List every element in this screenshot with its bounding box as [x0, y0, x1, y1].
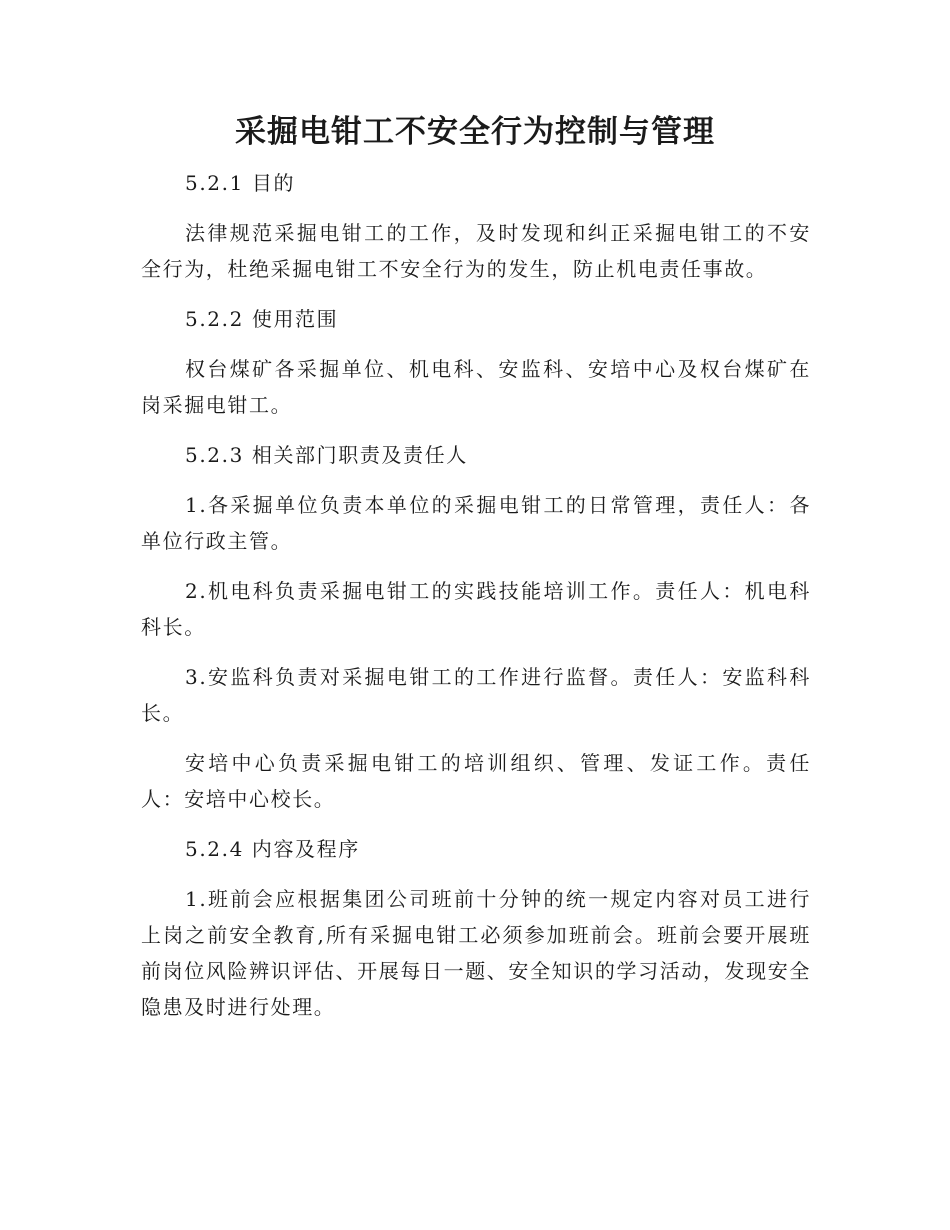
body-paragraph: 2.机电科负责采掘电钳工的实践技能培训工作。责任人：机电科科长。 — [141, 579, 811, 639]
body-paragraph: 1.各采掘单位负责本单位的采掘电钳工的日常管理，责任人：各单位行政主管。 — [141, 493, 811, 553]
section-heading: 5.2.2 使用范围 — [185, 307, 339, 331]
body-paragraph: 安培中心负责采掘电钳工的培训组织、管理、发证工作。责任人：安培中心校长。 — [141, 751, 811, 811]
section-heading: 5.2.3 相关部门职责及责任人 — [185, 443, 468, 467]
body-paragraph: 1.班前会应根据集团公司班前十分钟的统一规定内容对员工进行上岗之前安全教育,所有采掘电钳工必须参加班前会。班前会要开展班前岗位风险辨识评估、开展每日一题、安全知识的学习活动，发现安全隐患及时进行处理。 — [141, 887, 811, 1019]
document-body — [141, 165, 811, 1025]
body-paragraph: 3.安监科负责对采掘电钳工的工作进行监督。责任人：安监科科长。 — [141, 665, 811, 725]
section-heading: 5.2.4 内容及程序 — [185, 837, 360, 861]
body-paragraph: 权台煤矿各采掘单位、机电科、安监科、安培中心及权台煤矿在岗采掘电钳工。 — [141, 357, 811, 417]
document-title: 采掘电钳工不安全行为控制与管理 — [235, 114, 715, 150]
section-heading: 5.2.1 目的 — [185, 171, 296, 195]
body-paragraph: 法律规范采掘电钳工的工作，及时发现和纠正采掘电钳工的不安全行为，杜绝采掘电钳工不安全行为的发生，防止机电责任事故。 — [141, 221, 811, 281]
